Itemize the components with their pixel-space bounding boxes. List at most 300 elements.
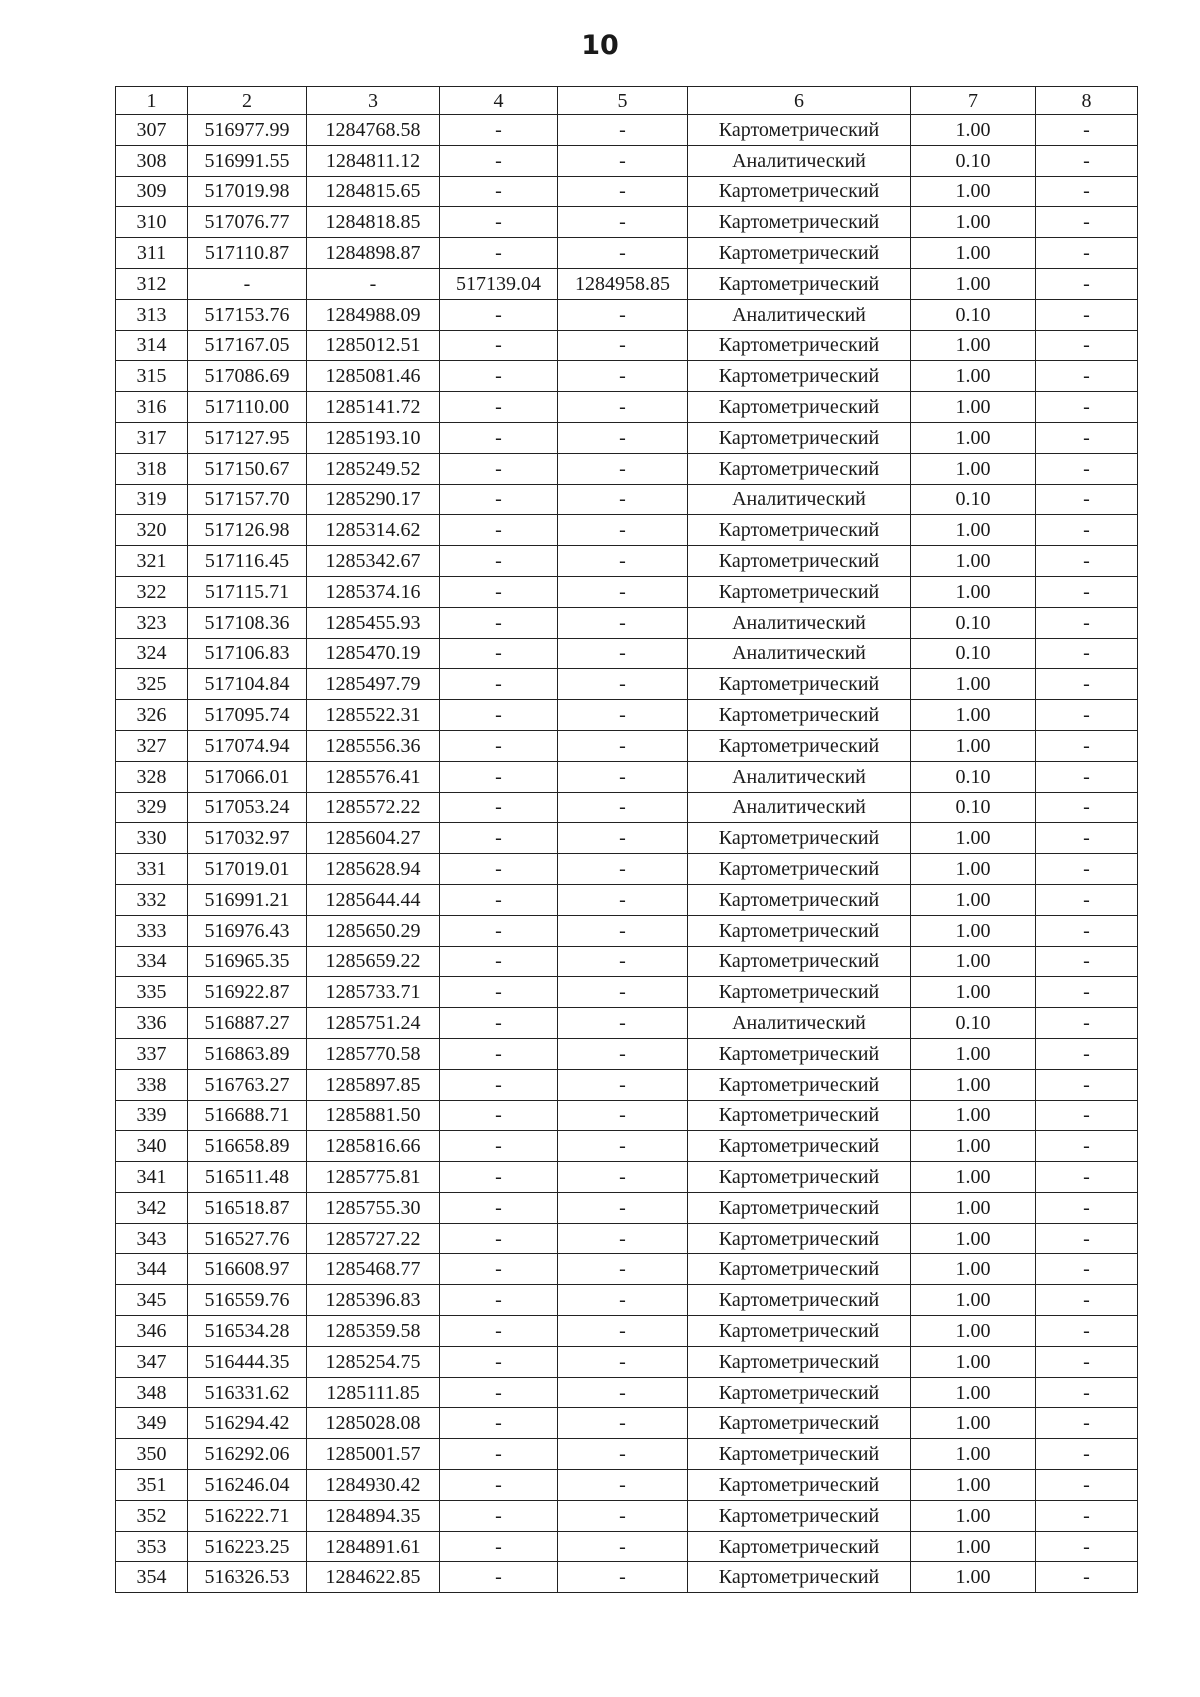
x-new-cell: -	[440, 299, 558, 330]
y-coordinate-cell: 1284811.12	[307, 145, 440, 176]
x-new-cell: -	[440, 1377, 558, 1408]
method-cell: Картометрический	[688, 946, 911, 977]
x-new-cell: -	[440, 330, 558, 361]
x-new-cell: -	[440, 1346, 558, 1377]
y-coordinate-cell: 1285816.66	[307, 1131, 440, 1162]
column-header-1: 1	[116, 87, 188, 115]
description-cell: -	[1036, 268, 1138, 299]
method-cell: Аналитический	[688, 761, 911, 792]
point-number-cell: 317	[116, 422, 188, 453]
accuracy-cell: 1.00	[911, 238, 1036, 269]
x-coordinate-cell: 517019.98	[188, 176, 307, 207]
column-header-5: 5	[558, 87, 688, 115]
x-new-cell: -	[440, 453, 558, 484]
description-cell: -	[1036, 1038, 1138, 1069]
y-coordinate-cell: 1285644.44	[307, 884, 440, 915]
y-new-cell: -	[558, 1223, 688, 1254]
x-coordinate-cell: 516863.89	[188, 1038, 307, 1069]
x-new-cell: -	[440, 638, 558, 669]
y-new-cell: -	[558, 576, 688, 607]
method-cell: Картометрический	[688, 1254, 911, 1285]
description-cell: -	[1036, 607, 1138, 638]
point-number-cell: 353	[116, 1531, 188, 1562]
y-new-cell: -	[558, 176, 688, 207]
accuracy-cell: 1.00	[911, 669, 1036, 700]
method-cell: Картометрический	[688, 422, 911, 453]
table-row	[116, 669, 1138, 700]
accuracy-cell: 1.00	[911, 1131, 1036, 1162]
table-row	[116, 546, 1138, 577]
y-new-cell: -	[558, 1408, 688, 1439]
table-row	[116, 761, 1138, 792]
y-coordinate-cell: 1284898.87	[307, 238, 440, 269]
x-coordinate-cell: 517074.94	[188, 730, 307, 761]
table-row	[116, 1223, 1138, 1254]
table-row	[116, 946, 1138, 977]
table-row	[116, 299, 1138, 330]
y-new-cell: -	[558, 1470, 688, 1501]
x-coordinate-cell: 516658.89	[188, 1131, 307, 1162]
y-new-cell: -	[558, 884, 688, 915]
accuracy-cell: 1.00	[911, 115, 1036, 146]
accuracy-cell: 1.00	[911, 1100, 1036, 1131]
accuracy-cell: 0.10	[911, 145, 1036, 176]
x-coordinate-cell: 517053.24	[188, 792, 307, 823]
description-cell: -	[1036, 576, 1138, 607]
table-row	[116, 207, 1138, 238]
x-coordinate-cell: 516559.76	[188, 1285, 307, 1316]
x-new-cell: -	[440, 1316, 558, 1347]
column-header-2: 2	[188, 87, 307, 115]
x-coordinate-cell: 517104.84	[188, 669, 307, 700]
accuracy-cell: 1.00	[911, 1377, 1036, 1408]
description-cell: -	[1036, 1192, 1138, 1223]
column-header-4: 4	[440, 87, 558, 115]
table-row	[116, 115, 1138, 146]
accuracy-cell: 1.00	[911, 1408, 1036, 1439]
y-coordinate-cell: 1284768.58	[307, 115, 440, 146]
description-cell: -	[1036, 1162, 1138, 1193]
column-header-6: 6	[688, 87, 911, 115]
x-new-cell: -	[440, 730, 558, 761]
x-new-cell: -	[440, 700, 558, 731]
y-new-cell: -	[558, 700, 688, 731]
y-coordinate-cell: 1285081.46	[307, 361, 440, 392]
y-coordinate-cell: 1285628.94	[307, 854, 440, 885]
x-coordinate-cell: 516763.27	[188, 1069, 307, 1100]
description-cell: -	[1036, 1069, 1138, 1100]
point-number-cell: 337	[116, 1038, 188, 1069]
x-coordinate-cell: 517150.67	[188, 453, 307, 484]
accuracy-cell: 1.00	[911, 884, 1036, 915]
y-new-cell: -	[558, 422, 688, 453]
y-coordinate-cell: 1285455.93	[307, 607, 440, 638]
x-new-cell: -	[440, 1192, 558, 1223]
y-new-cell: -	[558, 1500, 688, 1531]
x-coordinate-cell: 516965.35	[188, 946, 307, 977]
description-cell: -	[1036, 484, 1138, 515]
y-coordinate-cell: 1285755.30	[307, 1192, 440, 1223]
x-new-cell: -	[440, 207, 558, 238]
accuracy-cell: 1.00	[911, 392, 1036, 423]
y-coordinate-cell: -	[307, 268, 440, 299]
y-coordinate-cell: 1285290.17	[307, 484, 440, 515]
x-coordinate-cell: -	[188, 268, 307, 299]
y-new-cell: -	[558, 607, 688, 638]
point-number-cell: 324	[116, 638, 188, 669]
method-cell: Картометрический	[688, 730, 911, 761]
y-coordinate-cell: 1285254.75	[307, 1346, 440, 1377]
accuracy-cell: 1.00	[911, 1439, 1036, 1470]
table-row	[116, 1162, 1138, 1193]
method-cell: Картометрический	[688, 823, 911, 854]
table-row	[116, 422, 1138, 453]
x-new-cell: -	[440, 145, 558, 176]
x-coordinate-cell: 516991.21	[188, 884, 307, 915]
table-row	[116, 392, 1138, 423]
y-coordinate-cell: 1285314.62	[307, 515, 440, 546]
x-coordinate-cell: 517126.98	[188, 515, 307, 546]
accuracy-cell: 0.10	[911, 761, 1036, 792]
y-coordinate-cell: 1285733.71	[307, 977, 440, 1008]
accuracy-cell: 0.10	[911, 299, 1036, 330]
y-new-cell: -	[558, 1531, 688, 1562]
y-coordinate-cell: 1285374.16	[307, 576, 440, 607]
y-coordinate-cell: 1284930.42	[307, 1470, 440, 1501]
method-cell: Картометрический	[688, 669, 911, 700]
y-new-cell: -	[558, 1100, 688, 1131]
column-header-8: 8	[1036, 87, 1138, 115]
description-cell: -	[1036, 1008, 1138, 1039]
description-cell: -	[1036, 422, 1138, 453]
x-coordinate-cell: 516511.48	[188, 1162, 307, 1193]
y-coordinate-cell: 1285881.50	[307, 1100, 440, 1131]
table-row	[116, 1285, 1138, 1316]
x-new-cell: -	[440, 1562, 558, 1593]
description-cell: -	[1036, 730, 1138, 761]
x-new-cell: -	[440, 761, 558, 792]
table-row	[116, 1316, 1138, 1347]
method-cell: Аналитический	[688, 607, 911, 638]
description-cell: -	[1036, 176, 1138, 207]
point-number-cell: 342	[116, 1192, 188, 1223]
method-cell: Картометрический	[688, 1038, 911, 1069]
method-cell: Картометрический	[688, 977, 911, 1008]
method-cell: Картометрический	[688, 915, 911, 946]
description-cell: -	[1036, 1439, 1138, 1470]
method-cell: Картометрический	[688, 546, 911, 577]
description-cell: -	[1036, 1223, 1138, 1254]
accuracy-cell: 1.00	[911, 730, 1036, 761]
column-header-3: 3	[307, 87, 440, 115]
x-new-cell: -	[440, 515, 558, 546]
accuracy-cell: 1.00	[911, 576, 1036, 607]
table-row	[116, 361, 1138, 392]
x-new-cell: -	[440, 546, 558, 577]
x-coordinate-cell: 517019.01	[188, 854, 307, 885]
x-new-cell: -	[440, 792, 558, 823]
point-number-cell: 332	[116, 884, 188, 915]
method-cell: Картометрический	[688, 1470, 911, 1501]
table-row	[116, 1131, 1138, 1162]
accuracy-cell: 1.00	[911, 1470, 1036, 1501]
x-coordinate-cell: 516294.42	[188, 1408, 307, 1439]
accuracy-cell: 1.00	[911, 823, 1036, 854]
description-cell: -	[1036, 638, 1138, 669]
method-cell: Картометрический	[688, 1346, 911, 1377]
x-new-cell: -	[440, 392, 558, 423]
point-number-cell: 352	[116, 1500, 188, 1531]
table-row	[116, 484, 1138, 515]
description-cell: -	[1036, 1316, 1138, 1347]
y-coordinate-cell: 1285396.83	[307, 1285, 440, 1316]
column-header-7: 7	[911, 87, 1036, 115]
x-new-cell: -	[440, 422, 558, 453]
x-new-cell: -	[440, 1285, 558, 1316]
accuracy-cell: 1.00	[911, 330, 1036, 361]
page-number: 10	[581, 30, 619, 61]
method-cell: Картометрический	[688, 1531, 911, 1562]
x-coordinate-cell: 516608.97	[188, 1254, 307, 1285]
x-new-cell: -	[440, 576, 558, 607]
point-number-cell: 325	[116, 669, 188, 700]
y-coordinate-cell: 1284891.61	[307, 1531, 440, 1562]
x-coordinate-cell: 516977.99	[188, 115, 307, 146]
method-cell: Картометрический	[688, 1100, 911, 1131]
table-row	[116, 792, 1138, 823]
y-coordinate-cell: 1285897.85	[307, 1069, 440, 1100]
x-coordinate-cell: 516534.28	[188, 1316, 307, 1347]
x-coordinate-cell: 516991.55	[188, 145, 307, 176]
accuracy-cell: 1.00	[911, 1346, 1036, 1377]
x-new-cell: -	[440, 1008, 558, 1039]
x-new-cell: -	[440, 946, 558, 977]
point-number-cell: 313	[116, 299, 188, 330]
method-cell: Картометрический	[688, 1069, 911, 1100]
point-number-cell: 310	[116, 207, 188, 238]
y-new-cell: 1284958.85	[558, 268, 688, 299]
method-cell: Картометрический	[688, 1316, 911, 1347]
point-number-cell: 346	[116, 1316, 188, 1347]
table-row	[116, 884, 1138, 915]
description-cell: -	[1036, 1131, 1138, 1162]
method-cell: Картометрический	[688, 238, 911, 269]
point-number-cell: 319	[116, 484, 188, 515]
accuracy-cell: 1.00	[911, 207, 1036, 238]
method-cell: Картометрический	[688, 1285, 911, 1316]
point-number-cell: 315	[116, 361, 188, 392]
method-cell: Аналитический	[688, 1008, 911, 1039]
accuracy-cell: 1.00	[911, 977, 1036, 1008]
table-row	[116, 145, 1138, 176]
x-coordinate-cell: 517032.97	[188, 823, 307, 854]
x-coordinate-cell: 517076.77	[188, 207, 307, 238]
accuracy-cell: 1.00	[911, 1285, 1036, 1316]
description-cell: -	[1036, 1531, 1138, 1562]
y-coordinate-cell: 1285001.57	[307, 1439, 440, 1470]
description-cell: -	[1036, 145, 1138, 176]
y-coordinate-cell: 1285141.72	[307, 392, 440, 423]
description-cell: -	[1036, 761, 1138, 792]
point-number-cell: 321	[116, 546, 188, 577]
y-new-cell: -	[558, 854, 688, 885]
x-new-cell: -	[440, 1100, 558, 1131]
y-coordinate-cell: 1285468.77	[307, 1254, 440, 1285]
table-row	[116, 238, 1138, 269]
accuracy-cell: 0.10	[911, 607, 1036, 638]
x-new-cell: -	[440, 115, 558, 146]
y-coordinate-cell: 1285012.51	[307, 330, 440, 361]
description-cell: -	[1036, 115, 1138, 146]
y-new-cell: -	[558, 1131, 688, 1162]
point-number-cell: 348	[116, 1377, 188, 1408]
y-coordinate-cell: 1285111.85	[307, 1377, 440, 1408]
y-new-cell: -	[558, 1038, 688, 1069]
method-cell: Картометрический	[688, 1162, 911, 1193]
y-coordinate-cell: 1284622.85	[307, 1562, 440, 1593]
point-number-cell: 329	[116, 792, 188, 823]
accuracy-cell: 1.00	[911, 1192, 1036, 1223]
accuracy-cell: 1.00	[911, 515, 1036, 546]
table-row	[116, 1069, 1138, 1100]
x-new-cell: -	[440, 176, 558, 207]
y-new-cell: -	[558, 484, 688, 515]
y-new-cell: -	[558, 792, 688, 823]
x-new-cell: -	[440, 1531, 558, 1562]
point-number-cell: 328	[116, 761, 188, 792]
table-row	[116, 607, 1138, 638]
y-coordinate-cell: 1285604.27	[307, 823, 440, 854]
table-row	[116, 915, 1138, 946]
method-cell: Картометрический	[688, 884, 911, 915]
x-new-cell: -	[440, 884, 558, 915]
y-new-cell: -	[558, 1346, 688, 1377]
description-cell: -	[1036, 1285, 1138, 1316]
y-coordinate-cell: 1285359.58	[307, 1316, 440, 1347]
x-new-cell: -	[440, 669, 558, 700]
point-number-cell: 351	[116, 1470, 188, 1501]
method-cell: Картометрический	[688, 330, 911, 361]
y-coordinate-cell: 1285249.52	[307, 453, 440, 484]
accuracy-cell: 0.10	[911, 792, 1036, 823]
method-cell: Картометрический	[688, 207, 911, 238]
point-number-cell: 308	[116, 145, 188, 176]
x-coordinate-cell: 516922.87	[188, 977, 307, 1008]
table-header	[116, 87, 1138, 115]
x-coordinate-cell: 517167.05	[188, 330, 307, 361]
y-new-cell: -	[558, 1439, 688, 1470]
description-cell: -	[1036, 1377, 1138, 1408]
point-number-cell: 347	[116, 1346, 188, 1377]
x-new-cell: -	[440, 238, 558, 269]
x-coordinate-cell: 516292.06	[188, 1439, 307, 1470]
y-coordinate-cell: 1285193.10	[307, 422, 440, 453]
x-coordinate-cell: 516887.27	[188, 1008, 307, 1039]
y-new-cell: -	[558, 1162, 688, 1193]
point-number-cell: 323	[116, 607, 188, 638]
table-body	[116, 115, 1138, 1593]
accuracy-cell: 0.10	[911, 638, 1036, 669]
accuracy-cell: 1.00	[911, 176, 1036, 207]
accuracy-cell: 1.00	[911, 1531, 1036, 1562]
x-new-cell: -	[440, 1131, 558, 1162]
description-cell: -	[1036, 392, 1138, 423]
description-cell: -	[1036, 1100, 1138, 1131]
y-coordinate-cell: 1285775.81	[307, 1162, 440, 1193]
x-coordinate-cell: 517116.45	[188, 546, 307, 577]
y-new-cell: -	[558, 946, 688, 977]
table-row	[116, 700, 1138, 731]
point-number-cell: 334	[116, 946, 188, 977]
y-new-cell: -	[558, 453, 688, 484]
x-new-cell: -	[440, 1223, 558, 1254]
table-row	[116, 730, 1138, 761]
x-new-cell: -	[440, 1470, 558, 1501]
point-number-cell: 314	[116, 330, 188, 361]
table-row	[116, 1192, 1138, 1223]
x-coordinate-cell: 517095.74	[188, 700, 307, 731]
point-number-cell: 318	[116, 453, 188, 484]
table-row	[116, 854, 1138, 885]
point-number-cell: 307	[116, 115, 188, 146]
table-row	[116, 823, 1138, 854]
description-cell: -	[1036, 1562, 1138, 1593]
accuracy-cell: 1.00	[911, 946, 1036, 977]
x-coordinate-cell: 517157.70	[188, 484, 307, 515]
method-cell: Картометрический	[688, 1562, 911, 1593]
x-new-cell: -	[440, 1069, 558, 1100]
point-number-cell: 344	[116, 1254, 188, 1285]
accuracy-cell: 1.00	[911, 1162, 1036, 1193]
y-coordinate-cell: 1284818.85	[307, 207, 440, 238]
x-coordinate-cell: 517110.00	[188, 392, 307, 423]
table-row	[116, 268, 1138, 299]
y-coordinate-cell: 1285751.24	[307, 1008, 440, 1039]
y-coordinate-cell: 1284988.09	[307, 299, 440, 330]
description-cell: -	[1036, 1346, 1138, 1377]
point-number-cell: 336	[116, 1008, 188, 1039]
x-new-cell: -	[440, 1254, 558, 1285]
description-cell: -	[1036, 823, 1138, 854]
accuracy-cell: 1.00	[911, 700, 1036, 731]
accuracy-cell: 1.00	[911, 1254, 1036, 1285]
table-row	[116, 1470, 1138, 1501]
x-new-cell: -	[440, 361, 558, 392]
y-new-cell: -	[558, 207, 688, 238]
method-cell: Картометрический	[688, 1500, 911, 1531]
method-cell: Картометрический	[688, 1377, 911, 1408]
coordinates-table	[115, 86, 1138, 1593]
y-new-cell: -	[558, 1192, 688, 1223]
description-cell: -	[1036, 546, 1138, 577]
method-cell: Картометрический	[688, 576, 911, 607]
method-cell: Картометрический	[688, 1192, 911, 1223]
x-new-cell: -	[440, 823, 558, 854]
y-new-cell: -	[558, 330, 688, 361]
y-coordinate-cell: 1285342.67	[307, 546, 440, 577]
description-cell: -	[1036, 515, 1138, 546]
method-cell: Картометрический	[688, 854, 911, 885]
x-new-cell: -	[440, 484, 558, 515]
description-cell: -	[1036, 1470, 1138, 1501]
x-new-cell: -	[440, 854, 558, 885]
y-new-cell: -	[558, 915, 688, 946]
y-coordinate-cell: 1284815.65	[307, 176, 440, 207]
point-number-cell: 311	[116, 238, 188, 269]
point-number-cell: 333	[116, 915, 188, 946]
y-new-cell: -	[558, 238, 688, 269]
table-row	[116, 1562, 1138, 1593]
